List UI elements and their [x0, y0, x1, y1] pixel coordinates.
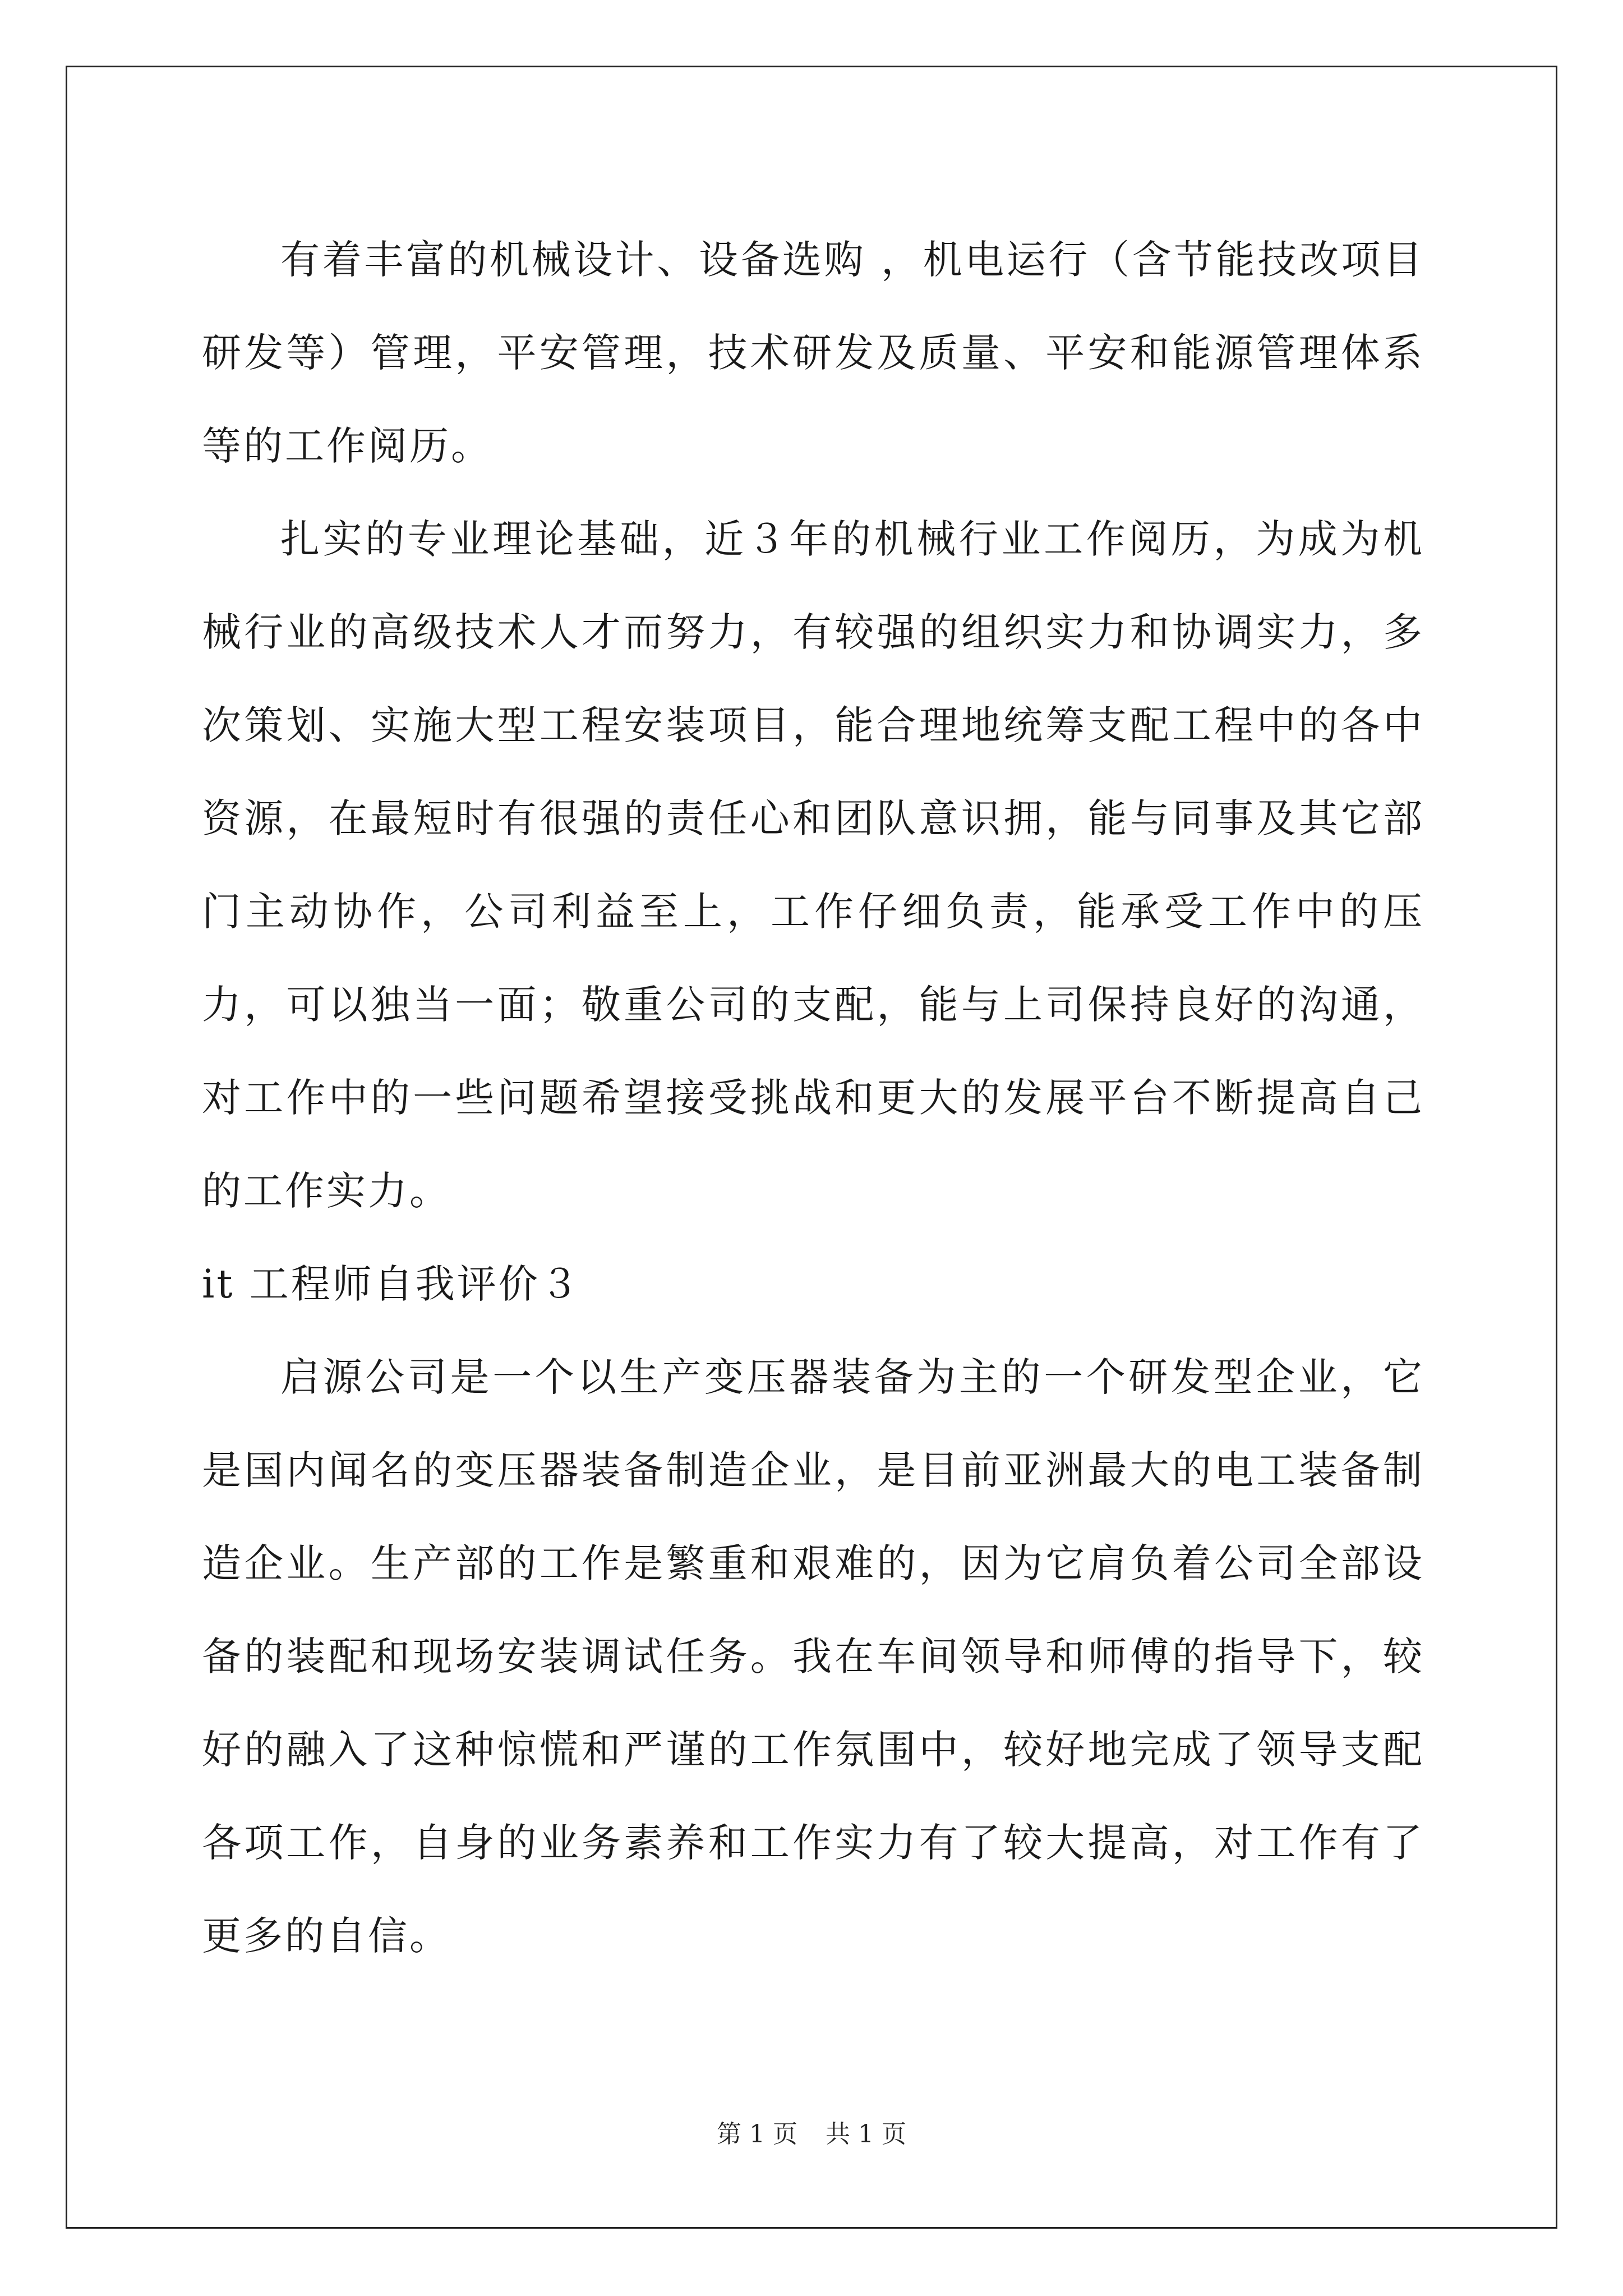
section-heading: it 工程师自我评价３	[202, 1261, 582, 1307]
document-body	[202, 213, 1424, 1982]
page-number-total: 共 1 页	[826, 2120, 906, 2148]
paragraph-company: 启源公司是一个以生产变压器装备为主的一个研发型企业，它是国内闻名的变压器装备制造企业，是目前亚洲最大的电工装备制造企业。生产部的工作是繁重和艰难的，因为它肩负着公司全部设备的装配和现场安装调试任务。我在车间领导和师傅的指导下，较好的融入了这种惊慌和严谨的工作氛围中，较好地完成了领导支配各项工作，自身的业务素养和工作实力有了较大提高，对工作有了更多的自信。	[202, 1354, 1424, 1959]
paragraph-experience: 有着丰富的机械设计、设备选购 ，机电运行（含节能技改项目研发等）管理，平安管理，技术研发及质量、平安和能源管理体系等的工作阅历。	[202, 237, 1424, 469]
page-footer	[0, 2114, 1623, 2150]
page-number-current: 第 1 页	[717, 2120, 797, 2148]
paragraph-skills: 扎实的专业理论基础，近３年的机械行业工作阅历，为成为机械行业的高级技术人才而努力，有较强的组织实力和协调实力，多次策划、实施大型工程安装项目，能合理地统筹支配工程中的各中资源，在最短时有很强的责任心和团队意识拥，能与同事及其它部门主动协作，公司利益至上，工作仔细负责，能承受工作中的压力，可以独当一面；敬重公司的支配，能与上司保持良好的沟通，对工作中的一些问题希望接受挑战和更大的发展平台不断提高自己的工作实力。	[202, 516, 1424, 1214]
